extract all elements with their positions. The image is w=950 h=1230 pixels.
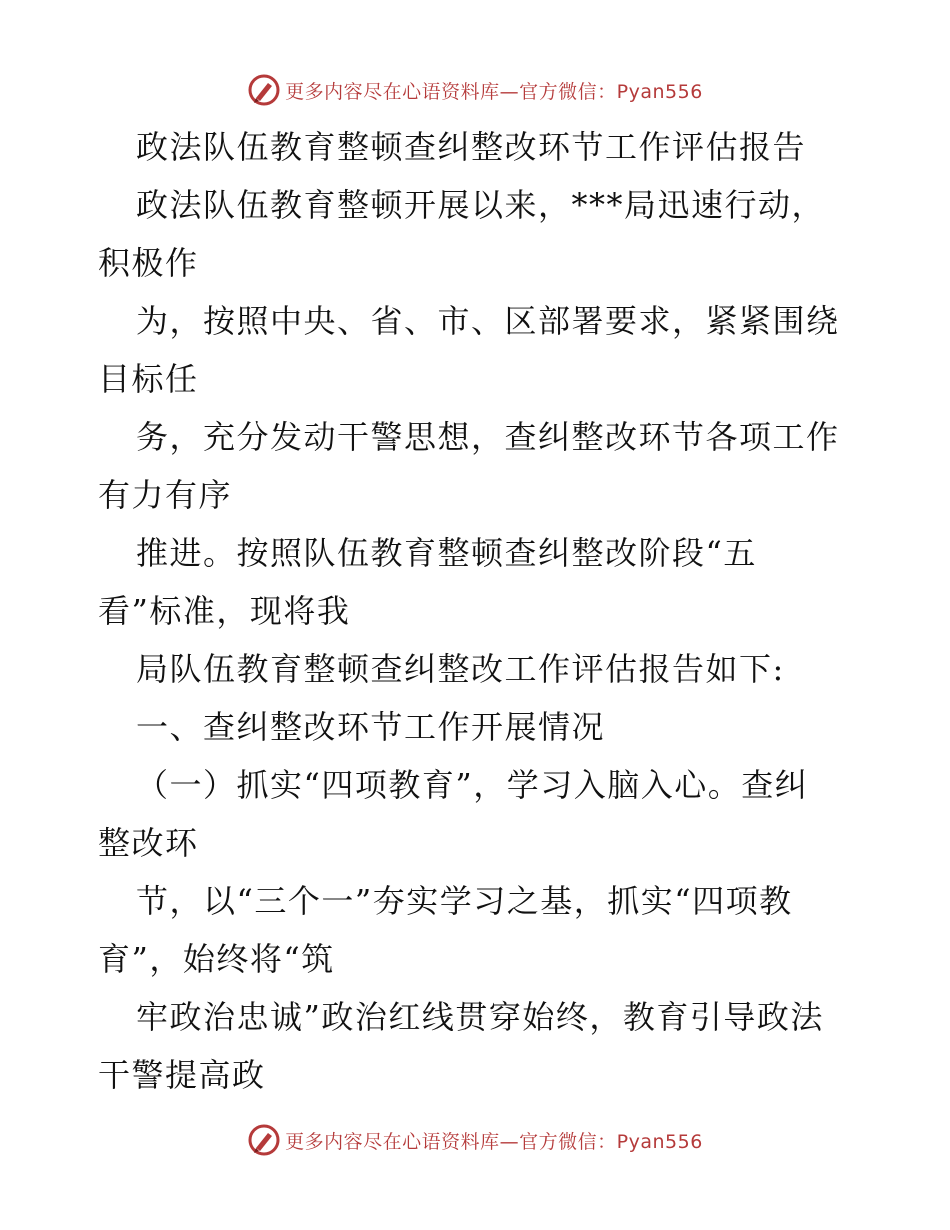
subsection-heading: （一）抓实“四项教育”，学习入脑入心。查纠 [136, 766, 809, 804]
paragraph-line: 干警提高政 [98, 1056, 266, 1094]
paragraph-line: 积极作 [98, 244, 199, 282]
paragraph-line: 务，充分发动干警思想，查纠整改环节各项工作 [136, 418, 840, 456]
paragraph-line: 政法队伍教育整顿开展以来，***局迅速行动， [136, 186, 826, 224]
header-banner-text: 更多内容尽在心语资料库—官方微信：Pyan556 [285, 80, 703, 103]
pen-logo-icon [247, 1123, 281, 1157]
paragraph-line: 为，按照中央、省、市、区部署要求，紧紧围绕 [136, 302, 840, 340]
paragraph-line: 节，以“三个一”夯实学习之基，抓实“四项教 [136, 882, 793, 920]
paragraph-line: 看”标准，现将我 [98, 592, 351, 630]
paragraph-line: 有力有序 [98, 476, 233, 514]
paragraph-line: 牢政治忠诚”政治红线贯穿始终，教育引导政法 [136, 998, 824, 1036]
paragraph-line: 整改环 [98, 824, 199, 862]
section-heading: 一、查纠整改环节工作开展情况 [136, 708, 606, 746]
paragraph-line: 局队伍教育整顿查纠整改工作评估报告如下: [136, 650, 785, 688]
footer-banner-text: 更多内容尽在心语资料库—官方微信：Pyan556 [285, 1130, 703, 1153]
pen-logo-icon [247, 73, 281, 107]
paragraph-line: 目标任 [98, 360, 199, 398]
paragraph-line: 推进。按照队伍教育整顿查纠整改阶段“五 [136, 534, 757, 572]
footer-banner [0, 1120, 950, 1160]
document-title: 政法队伍教育整顿查纠整改环节工作评估报告 [136, 128, 807, 166]
document-body [98, 118, 858, 1104]
header-banner [0, 70, 950, 110]
paragraph-line: 育”，始终将“筑 [98, 940, 335, 978]
